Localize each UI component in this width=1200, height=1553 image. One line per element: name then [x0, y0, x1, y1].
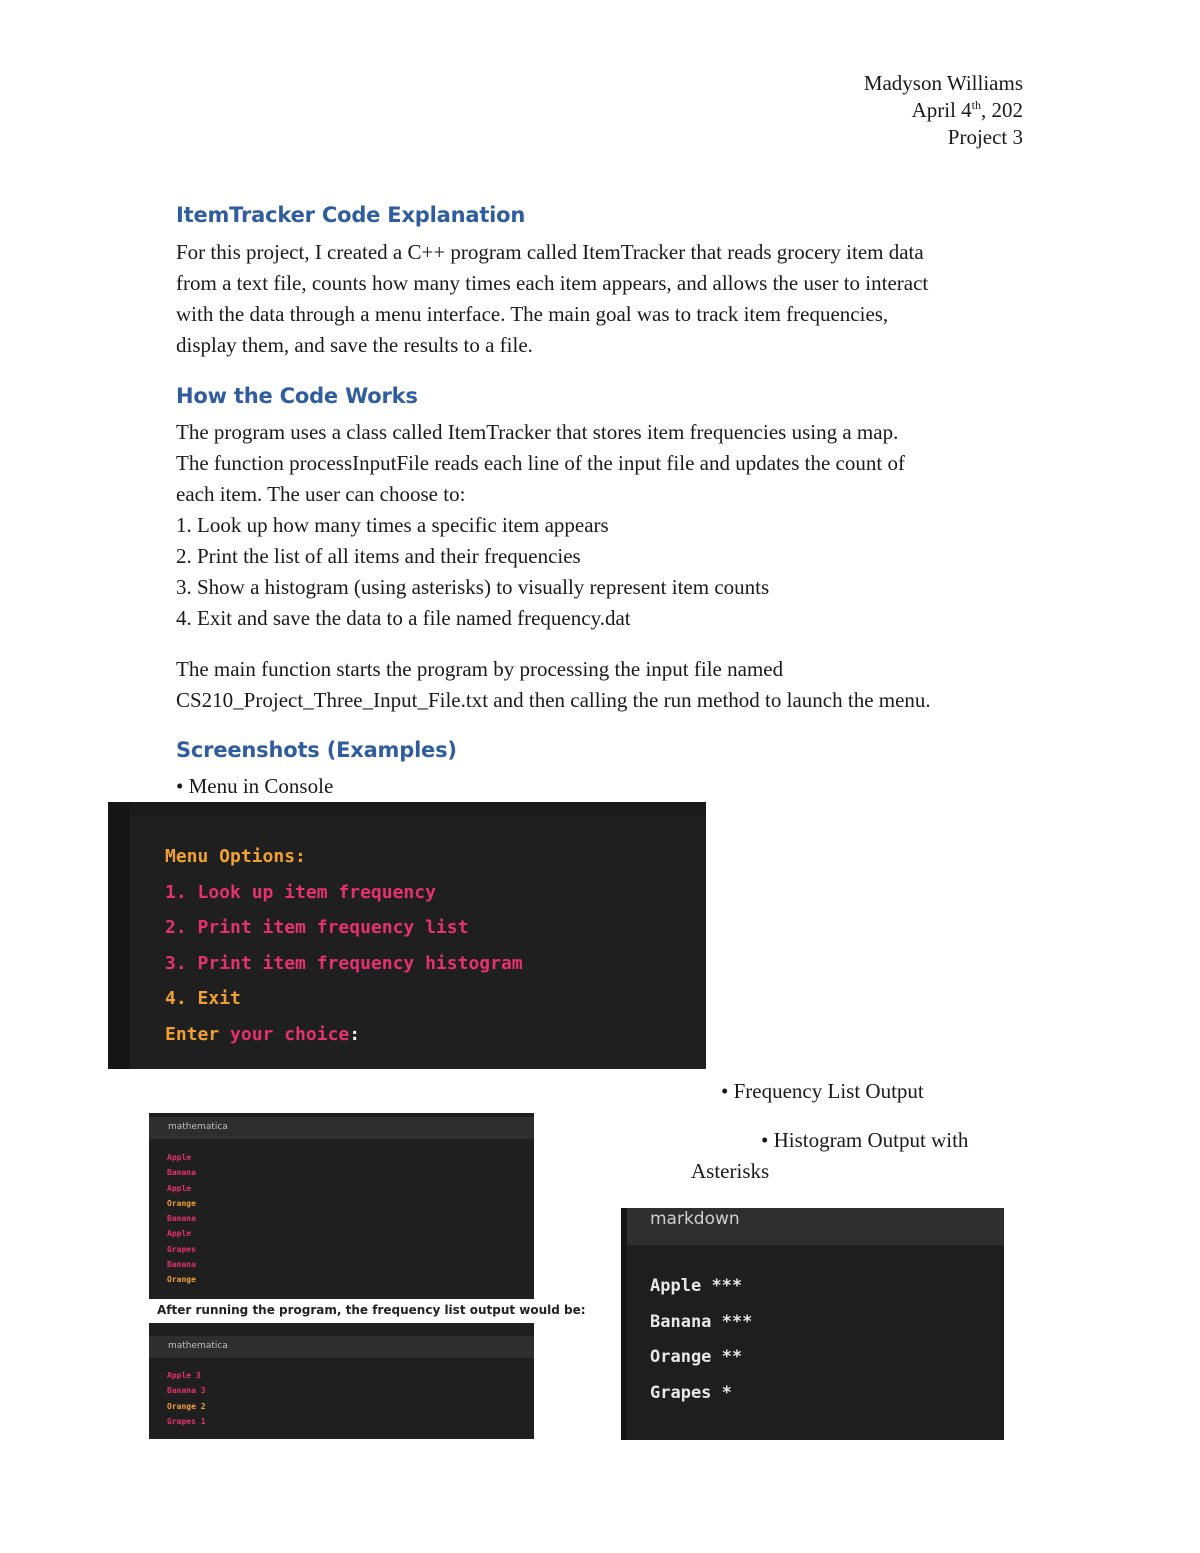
list-item: Apple: [167, 1183, 192, 1193]
table-row: Banana ***: [650, 1311, 753, 1332]
paragraph-explanation: For this project, I created a C++ program called ItemTracker that reads grocery item data from a text file, counts how many times each item appears, and allows the user to interact with the data through a menu interface. The main goal was to track item frequencies, display them, and save the results to a file.: [176, 240, 929, 357]
caption-histogram-1: • Histogram Output with: [761, 1128, 969, 1152]
author-name: Madyson Williams: [863, 71, 1023, 95]
list-item: Banana: [167, 1260, 196, 1270]
raw-items-list: [167, 1152, 196, 1290]
frequency-list-screenshot: [149, 1113, 586, 1439]
histogram-rows: [650, 1274, 752, 1416]
list-item: Grapes: [167, 1244, 196, 1254]
paragraph-main-function: The main function starts the program by processing the input file named CS210_Project_Three_Input_File.txt and then calling the run method to launch the menu.: [176, 657, 931, 712]
list-item: Apple: [167, 1153, 192, 1162]
list-item: Grapes 1: [167, 1416, 206, 1426]
list-item: Orange: [167, 1275, 196, 1285]
menu-option-4: 4. Exit: [165, 988, 241, 1009]
counts-list: [167, 1370, 206, 1431]
list-item: Apple: [167, 1229, 192, 1239]
heading-explanation: ItemTracker Code Explanation: [176, 203, 526, 227]
list-item: Apple 3: [167, 1371, 201, 1380]
table-row: Grapes *: [650, 1382, 732, 1403]
list-item: Orange 2: [167, 1401, 206, 1411]
histogram-screenshot: [621, 1208, 1004, 1440]
menu-option-2: 2. Print item frequency list: [165, 917, 469, 938]
table-row: Apple ***: [650, 1276, 743, 1296]
list-item: 1. Look up how many times a specific item appears: [176, 513, 609, 537]
menu-options-text: [165, 844, 523, 1057]
list-item: Banana: [167, 1214, 196, 1224]
console-menu-screenshot: [108, 802, 706, 1069]
caption-histogram-2: Asterisks: [691, 1159, 770, 1183]
menu-option-3: 3. Print item frequency histogram: [165, 952, 523, 974]
list-item: 3. Show a histogram (using asterisks) to visually represent item counts: [176, 575, 770, 599]
menu-title: Menu Options:: [165, 846, 306, 867]
menu-option-1: 1. Look up item frequency: [165, 881, 436, 903]
table-row: Orange **: [650, 1347, 743, 1367]
project-label: Project 3: [947, 125, 1023, 149]
document-header: [864, 70, 1023, 151]
heading-how-code-works: How the Code Works: [176, 384, 418, 408]
caption-menu-console: • Menu in Console: [176, 774, 334, 798]
menu-prompt: Enter your choice:: [165, 1023, 361, 1045]
list-item: 2. Print the list of all items and their frequencies: [176, 544, 581, 568]
code-lang-label: mathematica: [168, 1122, 228, 1132]
paragraph-how-code-works: The program uses a class called ItemTracker that stores item frequencies using a map. The function processInputFile reads each line of the input file and updates the count of each item. The user can choose to: 1. Look up how many times a specific item appears 2. Print the list of all items and their frequencies 3. Show a histogram (using asterisks) to visually represent item counts 4. Exit and save the data to a file named frequency.dat: [176, 417, 1036, 634]
list-item: 4. Exit and save the data to a file named frequency.dat: [176, 606, 631, 630]
document-date: April 4th, 202: [911, 98, 1023, 122]
code-lang-label: markdown: [650, 1209, 740, 1229]
heading-screenshots: Screenshots (Examples): [176, 738, 457, 762]
list-item: Orange: [167, 1198, 196, 1208]
code-lang-label: mathematica: [168, 1341, 228, 1351]
list-item: Banana 3: [167, 1386, 206, 1396]
caption-frequency-list: • Frequency List Output: [721, 1079, 924, 1103]
list-item: Banana: [167, 1168, 196, 1178]
freq-caption-strip: After running the program, the frequency list output would be:: [157, 1303, 586, 1317]
